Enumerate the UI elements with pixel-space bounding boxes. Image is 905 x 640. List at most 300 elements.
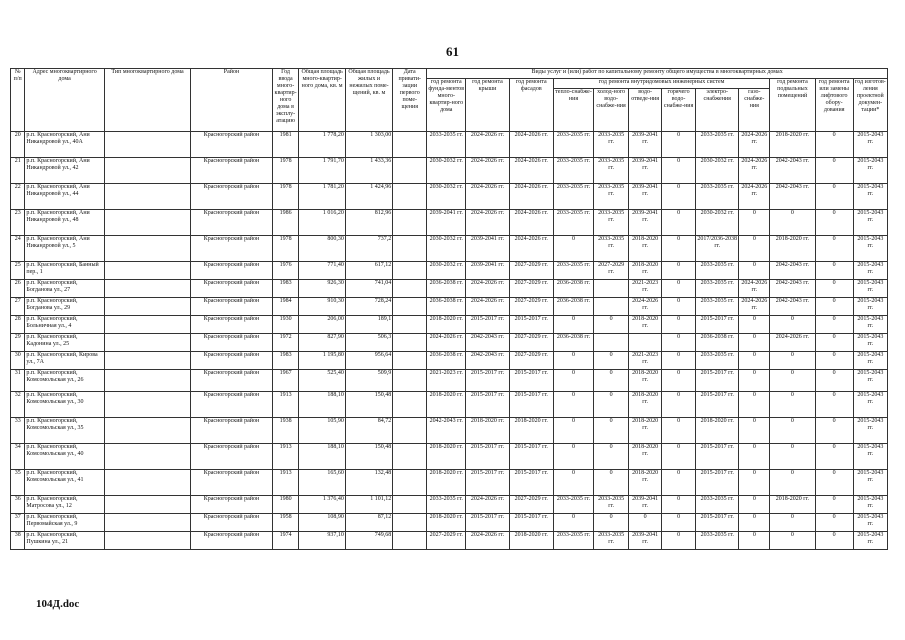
cell-gas: 0 <box>739 262 770 280</box>
cell-privatization <box>393 532 427 550</box>
cell-living-area: 84,72 <box>345 418 392 444</box>
cell-num: 20 <box>11 132 25 158</box>
cell-foundation: 2030-2032 гг. <box>427 158 466 184</box>
cell-year: 1913 <box>272 392 299 418</box>
cell-foundation: 2018-2020 гг. <box>427 514 466 532</box>
cell-type <box>104 210 191 236</box>
cell-num: 26 <box>11 280 25 298</box>
cell-num: 36 <box>11 496 25 514</box>
cell-living-area: 737,2 <box>345 236 392 262</box>
cell-facade: 2027-2029 гг. <box>509 262 553 280</box>
cell-electric: 2033-2035 гг. <box>696 532 739 550</box>
cell-facade: 2015-2017 гг. <box>509 514 553 532</box>
cell-sewer: 2018-2020 гг. <box>629 392 662 418</box>
cell-cold-water: 0 <box>594 352 629 370</box>
cell-cold-water: 2033-2035 гг. <box>594 210 629 236</box>
cell-sewer: 2039-2041 гг. <box>629 496 662 514</box>
cell-district: Красногорский район <box>191 184 272 210</box>
cell-heat: 2033-2035 гг. <box>553 210 593 236</box>
table-row <box>11 298 888 316</box>
cell-cold-water: 0 <box>594 418 629 444</box>
cell-privatization <box>393 132 427 158</box>
cell-num: 23 <box>11 210 25 236</box>
header-year-built: Год ввода много-квартир-ного дома в эксплу-атацию <box>272 69 299 132</box>
cell-cold-water: 0 <box>594 470 629 496</box>
cell-elevator: 0 <box>815 316 853 334</box>
cell-electric: 2030-2032 гг. <box>696 158 739 184</box>
cell-privatization <box>393 210 427 236</box>
cell-type <box>104 392 191 418</box>
cell-foundation: 2033-2035 гг. <box>427 132 466 158</box>
cell-living-area: 1 433,36 <box>345 158 392 184</box>
cell-roof: 2024-2026 гг. <box>466 210 509 236</box>
cell-elevator: 0 <box>815 444 853 470</box>
cell-facade: 2027-2029 гг. <box>509 352 553 370</box>
cell-electric: 2015-2017 гг. <box>696 470 739 496</box>
cell-cold-water: 2033-2035 гг. <box>594 496 629 514</box>
cell-basement: 0 <box>770 392 815 418</box>
cell-type <box>104 444 191 470</box>
table-row <box>11 262 888 280</box>
cell-cold-water: 2033-2035 гг. <box>594 236 629 262</box>
cell-gas: 0 <box>739 236 770 262</box>
table-row <box>11 158 888 184</box>
cell-cold-water: 0 <box>594 444 629 470</box>
cell-design-docs: 2015-2043 гг. <box>853 184 887 210</box>
cell-facade: 2018-2020 гг. <box>509 532 553 550</box>
cell-gas: 0 <box>739 334 770 352</box>
cell-design-docs: 2015-2043 гг. <box>853 352 887 370</box>
cell-address: р.п. Красногорский, Больничная ул., 4 <box>25 316 104 334</box>
cell-privatization <box>393 514 427 532</box>
cell-num: 31 <box>11 370 25 392</box>
cell-facade: 2015-2017 гг. <box>509 470 553 496</box>
cell-design-docs: 2015-2043 гг. <box>853 470 887 496</box>
header-cold-water: холод-ного водо-снабже-ния <box>594 89 629 132</box>
cell-hot-water: 0 <box>662 532 696 550</box>
cell-basement: 0 <box>770 210 815 236</box>
cell-roof: 2015-2017 гг. <box>466 514 509 532</box>
cell-gas: 2024-2026 гг. <box>739 132 770 158</box>
cell-total-area: 165,60 <box>299 470 345 496</box>
cell-sewer: 2018-2020 гг. <box>629 236 662 262</box>
cell-design-docs: 2015-2043 гг. <box>853 262 887 280</box>
cell-sewer: 2018-2020 гг. <box>629 316 662 334</box>
cell-design-docs: 2015-2043 гг. <box>853 158 887 184</box>
header-basement: год ремонта подвальных помещений <box>770 79 815 132</box>
cell-elevator: 0 <box>815 418 853 444</box>
header-total-area: Общая площадь много-квартир-ного дома, кв. м <box>299 69 345 132</box>
footer-filename: 104Д.doc <box>36 598 80 610</box>
cell-year: 1978 <box>272 158 299 184</box>
cell-hot-water: 0 <box>662 298 696 316</box>
cell-cold-water: 0 <box>594 370 629 392</box>
cell-living-area: 749,68 <box>345 532 392 550</box>
cell-district: Красногорский район <box>191 316 272 334</box>
cell-roof: 2042-2043 гг. <box>466 352 509 370</box>
cell-privatization <box>393 444 427 470</box>
cell-heat: 2033-2035 гг. <box>553 132 593 158</box>
cell-gas: 0 <box>739 316 770 334</box>
cell-electric: 2033-2035 гг. <box>696 262 739 280</box>
cell-sewer: 2039-2041 гг. <box>629 532 662 550</box>
cell-type <box>104 184 191 210</box>
cell-roof: 2039-2041 гг. <box>466 262 509 280</box>
cell-living-area: 1 303,00 <box>345 132 392 158</box>
cell-basement: 0 <box>770 370 815 392</box>
cell-privatization <box>393 392 427 418</box>
cell-hot-water: 0 <box>662 352 696 370</box>
cell-foundation: 2018-2020 гг. <box>427 470 466 496</box>
cell-hot-water: 0 <box>662 514 696 532</box>
cell-cold-water: 0 <box>594 514 629 532</box>
header-privatization: Дата привати-зации первого поме-щения <box>393 69 427 132</box>
cell-heat: 0 <box>553 370 593 392</box>
cell-total-area: 910,30 <box>299 298 345 316</box>
cell-total-area: 1 781,20 <box>299 184 345 210</box>
cell-total-area: 771,40 <box>299 262 345 280</box>
cell-district: Красногорский район <box>191 158 272 184</box>
cell-num: 35 <box>11 470 25 496</box>
cell-sewer: 2018-2020 гг. <box>629 444 662 470</box>
cell-sewer: 2039-2041 гг. <box>629 132 662 158</box>
cell-design-docs: 2015-2043 гг. <box>853 392 887 418</box>
cell-elevator: 0 <box>815 532 853 550</box>
cell-roof: 2042-2043 гг. <box>466 334 509 352</box>
cell-type <box>104 514 191 532</box>
cell-address: р.п. Красногорский, Комсомольская ул., 40 <box>25 444 104 470</box>
header-design-docs: год изготов-ления проектной докумен-тации* <box>853 79 887 132</box>
cell-type <box>104 470 191 496</box>
cell-year: 1976 <box>272 262 299 280</box>
cell-facade: 2015-2017 гг. <box>509 370 553 392</box>
cell-design-docs: 2015-2043 гг. <box>853 496 887 514</box>
cell-heat: 2033-2035 гг. <box>553 262 593 280</box>
table-row <box>11 280 888 298</box>
cell-type <box>104 280 191 298</box>
cell-hot-water: 0 <box>662 132 696 158</box>
cell-elevator: 0 <box>815 280 853 298</box>
cell-year: 1913 <box>272 444 299 470</box>
cell-living-area: 132,48 <box>345 470 392 496</box>
cell-privatization <box>393 262 427 280</box>
cell-district: Красногорский район <box>191 470 272 496</box>
cell-heat: 2036-2038 гг. <box>553 280 593 298</box>
cell-sewer: 0 <box>629 514 662 532</box>
cell-privatization <box>393 418 427 444</box>
cell-address: р.п. Красногорский, Ани Никандровой ул., 42 <box>25 158 104 184</box>
cell-year: 1972 <box>272 334 299 352</box>
cell-foundation: 2030-2032 гг. <box>427 236 466 262</box>
cell-roof: 2024-2026 гг. <box>466 496 509 514</box>
table-row <box>11 418 888 444</box>
cell-facade: 2024-2026 гг. <box>509 184 553 210</box>
cell-heat: 0 <box>553 470 593 496</box>
cell-roof: 2024-2026 гг. <box>466 280 509 298</box>
table-row <box>11 334 888 352</box>
cell-total-area: 1 778,20 <box>299 132 345 158</box>
cell-total-area: 937,10 <box>299 532 345 550</box>
cell-design-docs: 2015-2043 гг. <box>853 444 887 470</box>
cell-elevator: 0 <box>815 334 853 352</box>
cell-privatization <box>393 316 427 334</box>
cell-roof: 2024-2026 гг. <box>466 132 509 158</box>
table-row <box>11 370 888 392</box>
cell-heat: 2036-2038 гг. <box>553 298 593 316</box>
header-services-group: Виды услуг и (или) работ по капитальному ремонту общего имущества в многоквартирных домах <box>427 69 888 79</box>
cell-year: 1983 <box>272 280 299 298</box>
cell-living-area: 956,64 <box>345 352 392 370</box>
cell-basement: 0 <box>770 352 815 370</box>
table-row <box>11 444 888 470</box>
header-sewer: водо-отведе-ния <box>629 89 662 132</box>
cell-heat: 0 <box>553 236 593 262</box>
cell-sewer: 2039-2041 гг. <box>629 158 662 184</box>
cell-hot-water: 0 <box>662 280 696 298</box>
cell-heat: 2033-2035 гг. <box>553 158 593 184</box>
register-table <box>10 68 888 550</box>
cell-district: Красногорский район <box>191 370 272 392</box>
cell-year: 1967 <box>272 370 299 392</box>
cell-living-area: 189,1 <box>345 316 392 334</box>
cell-electric: 2036-2038 гг. <box>696 334 739 352</box>
cell-hot-water: 0 <box>662 158 696 184</box>
cell-gas: 0 <box>739 514 770 532</box>
cell-gas: 0 <box>739 370 770 392</box>
cell-elevator: 0 <box>815 158 853 184</box>
cell-gas: 2024-2026 гг. <box>739 280 770 298</box>
cell-sewer: 2024-2026 гг. <box>629 298 662 316</box>
cell-total-area: 108,90 <box>299 514 345 532</box>
cell-sewer: 2018-2020 гг. <box>629 262 662 280</box>
cell-num: 33 <box>11 418 25 444</box>
cell-address: р.п. Красногорский, Комсомольская ул., 35 <box>25 418 104 444</box>
cell-district: Красногорский район <box>191 514 272 532</box>
cell-foundation: 2039-2041 гг. <box>427 210 466 236</box>
cell-year: 1981 <box>272 132 299 158</box>
cell-total-area: 800,30 <box>299 236 345 262</box>
cell-elevator: 0 <box>815 496 853 514</box>
cell-year: 1978 <box>272 236 299 262</box>
cell-num: 22 <box>11 184 25 210</box>
cell-basement: 2024-2026 гг. <box>770 334 815 352</box>
cell-district: Красногорский район <box>191 532 272 550</box>
cell-total-area: 188,10 <box>299 392 345 418</box>
cell-cold-water: 0 <box>594 316 629 334</box>
cell-gas: 0 <box>739 532 770 550</box>
cell-facade: 2024-2026 гг. <box>509 210 553 236</box>
cell-facade: 2018-2020 гг. <box>509 418 553 444</box>
cell-gas: 0 <box>739 352 770 370</box>
cell-facade: 2027-2029 гг. <box>509 298 553 316</box>
cell-hot-water: 0 <box>662 470 696 496</box>
cell-address: р.п. Красногорский, Комсомольская ул., 41 <box>25 470 104 496</box>
cell-num: 24 <box>11 236 25 262</box>
cell-electric: 2015-2017 гг. <box>696 444 739 470</box>
cell-address: р.п. Красногорский, Богданова ул., 27 <box>25 280 104 298</box>
cell-facade: 2024-2026 гг. <box>509 236 553 262</box>
cell-foundation: 2021-2023 гг. <box>427 370 466 392</box>
header-address: Адрес многоквартирного дома <box>25 69 104 132</box>
cell-privatization <box>393 236 427 262</box>
cell-electric: 2030-2032 гг. <box>696 210 739 236</box>
cell-roof: 2024-2026 гг. <box>466 158 509 184</box>
cell-heat: 2036-2038 гг. <box>553 334 593 352</box>
cell-district: Красногорский район <box>191 236 272 262</box>
cell-year: 1978 <box>272 184 299 210</box>
cell-design-docs: 2015-2043 гг. <box>853 532 887 550</box>
table-row <box>11 496 888 514</box>
cell-living-area: 1 101,12 <box>345 496 392 514</box>
cell-district: Красногорский район <box>191 496 272 514</box>
cell-district: Красногорский район <box>191 352 272 370</box>
cell-elevator: 0 <box>815 132 853 158</box>
cell-num: 21 <box>11 158 25 184</box>
cell-electric: 2033-2035 гг. <box>696 280 739 298</box>
cell-design-docs: 2015-2043 гг. <box>853 280 887 298</box>
cell-basement: 2042-2043 гг. <box>770 184 815 210</box>
cell-foundation: 2027-2029 гг. <box>427 532 466 550</box>
cell-address: р.п. Красногорский, Комсомольская ул., 30 <box>25 392 104 418</box>
cell-total-area: 1 016,20 <box>299 210 345 236</box>
cell-electric: 2015-2017 гг. <box>696 514 739 532</box>
cell-basement: 2018-2020 гг. <box>770 496 815 514</box>
cell-hot-water: 0 <box>662 496 696 514</box>
cell-facade: 2024-2026 гг. <box>509 158 553 184</box>
cell-num: 29 <box>11 334 25 352</box>
cell-num: 27 <box>11 298 25 316</box>
cell-num: 38 <box>11 532 25 550</box>
cell-sewer: 2039-2041 гг. <box>629 184 662 210</box>
cell-elevator: 0 <box>815 236 853 262</box>
cell-total-area: 1 195,80 <box>299 352 345 370</box>
cell-foundation: 2030-2032 гг. <box>427 262 466 280</box>
cell-cold-water <box>594 298 629 316</box>
cell-cold-water: 2033-2035 гг. <box>594 158 629 184</box>
header-electric: электро-снабжения <box>696 89 739 132</box>
cell-year: 1980 <box>272 496 299 514</box>
cell-total-area: 188,10 <box>299 444 345 470</box>
cell-basement: 2042-2043 гг. <box>770 262 815 280</box>
cell-total-area: 206,00 <box>299 316 345 334</box>
cell-type <box>104 496 191 514</box>
cell-elevator: 0 <box>815 262 853 280</box>
table-row <box>11 514 888 532</box>
cell-heat: 0 <box>553 418 593 444</box>
cell-roof: 2024-2026 гг. <box>466 532 509 550</box>
cell-district: Красногорский район <box>191 132 272 158</box>
header-foundation: год ремонта фунда-ментов много-квартир-ного дома <box>427 79 466 132</box>
cell-living-area: 506,3 <box>345 334 392 352</box>
cell-district: Красногорский район <box>191 418 272 444</box>
cell-sewer: 2021-2023 гг. <box>629 280 662 298</box>
cell-elevator: 0 <box>815 298 853 316</box>
cell-design-docs: 2015-2043 гг. <box>853 210 887 236</box>
cell-year: 1938 <box>272 418 299 444</box>
header-num: № п/п <box>11 69 25 132</box>
cell-hot-water: 0 <box>662 444 696 470</box>
cell-foundation: 2036-2038 гг. <box>427 298 466 316</box>
cell-sewer <box>629 334 662 352</box>
cell-address: р.п. Красногорский, Богданова ул., 29 <box>25 298 104 316</box>
cell-foundation: 2042-2043 гг. <box>427 418 466 444</box>
header-engineering-group: год ремонта внутридомовых инженерных систем <box>553 79 769 89</box>
cell-sewer: 2018-2020 гг. <box>629 370 662 392</box>
cell-privatization <box>393 280 427 298</box>
header-elevator: год ремонта или замены лифтового обору-дования <box>815 79 853 132</box>
header-gas: газо-снабже-ния <box>739 89 770 132</box>
cell-num: 37 <box>11 514 25 532</box>
cell-hot-water: 0 <box>662 370 696 392</box>
cell-facade: 2027-2029 гг. <box>509 280 553 298</box>
cell-elevator: 0 <box>815 470 853 496</box>
cell-elevator: 0 <box>815 210 853 236</box>
cell-privatization <box>393 370 427 392</box>
cell-type <box>104 298 191 316</box>
cell-elevator: 0 <box>815 184 853 210</box>
cell-roof: 2015-2017 гг. <box>466 444 509 470</box>
cell-sewer: 2018-2020 гг. <box>629 418 662 444</box>
cell-type <box>104 334 191 352</box>
cell-elevator: 0 <box>815 514 853 532</box>
cell-privatization <box>393 184 427 210</box>
table-row <box>11 470 888 496</box>
cell-gas: 0 <box>739 392 770 418</box>
cell-heat: 0 <box>553 392 593 418</box>
cell-total-area: 926,30 <box>299 280 345 298</box>
header-living-area: Общая площадь жилых и нежилых поме-щений, кв. м <box>345 69 392 132</box>
cell-basement: 0 <box>770 514 815 532</box>
cell-privatization <box>393 158 427 184</box>
cell-district: Красногорский район <box>191 262 272 280</box>
cell-address: р.п. Красногорский, Банный пер., 1 <box>25 262 104 280</box>
cell-district: Красногорский район <box>191 210 272 236</box>
cell-address: р.п. Красногорский, Кадонина ул., 25 <box>25 334 104 352</box>
cell-cold-water: 2033-2035 гг. <box>594 532 629 550</box>
header-heat: тепло-снабже-ния <box>553 89 593 132</box>
cell-type <box>104 236 191 262</box>
cell-roof: 2015-2017 гг. <box>466 316 509 334</box>
table-row <box>11 352 888 370</box>
cell-address: р.п. Красногорский, Комсомольская ул., 26 <box>25 370 104 392</box>
cell-hot-water: 0 <box>662 334 696 352</box>
cell-total-area: 105,90 <box>299 418 345 444</box>
cell-type <box>104 352 191 370</box>
cell-living-area: 728,24 <box>345 298 392 316</box>
cell-electric: 2033-2035 гг. <box>696 184 739 210</box>
cell-basement: 0 <box>770 532 815 550</box>
cell-basement: 2042-2043 гг. <box>770 280 815 298</box>
cell-roof: 2024-2026 гг. <box>466 298 509 316</box>
cell-num: 28 <box>11 316 25 334</box>
cell-num: 32 <box>11 392 25 418</box>
cell-heat: 0 <box>553 444 593 470</box>
header-district: Район <box>191 69 272 132</box>
cell-sewer: 2021-2023 гг. <box>629 352 662 370</box>
cell-total-area: 827,90 <box>299 334 345 352</box>
cell-design-docs: 2015-2043 гг. <box>853 418 887 444</box>
cell-electric: 2033-2035 гг. <box>696 298 739 316</box>
cell-facade: 2015-2017 гг. <box>509 444 553 470</box>
cell-heat: 0 <box>553 352 593 370</box>
cell-num: 25 <box>11 262 25 280</box>
cell-hot-water: 0 <box>662 316 696 334</box>
cell-year: 1986 <box>272 210 299 236</box>
cell-type <box>104 262 191 280</box>
cell-gas: 0 <box>739 444 770 470</box>
cell-design-docs: 2015-2043 гг. <box>853 132 887 158</box>
cell-address: р.п. Красногорский, Ани Никандровой ул., 5 <box>25 236 104 262</box>
